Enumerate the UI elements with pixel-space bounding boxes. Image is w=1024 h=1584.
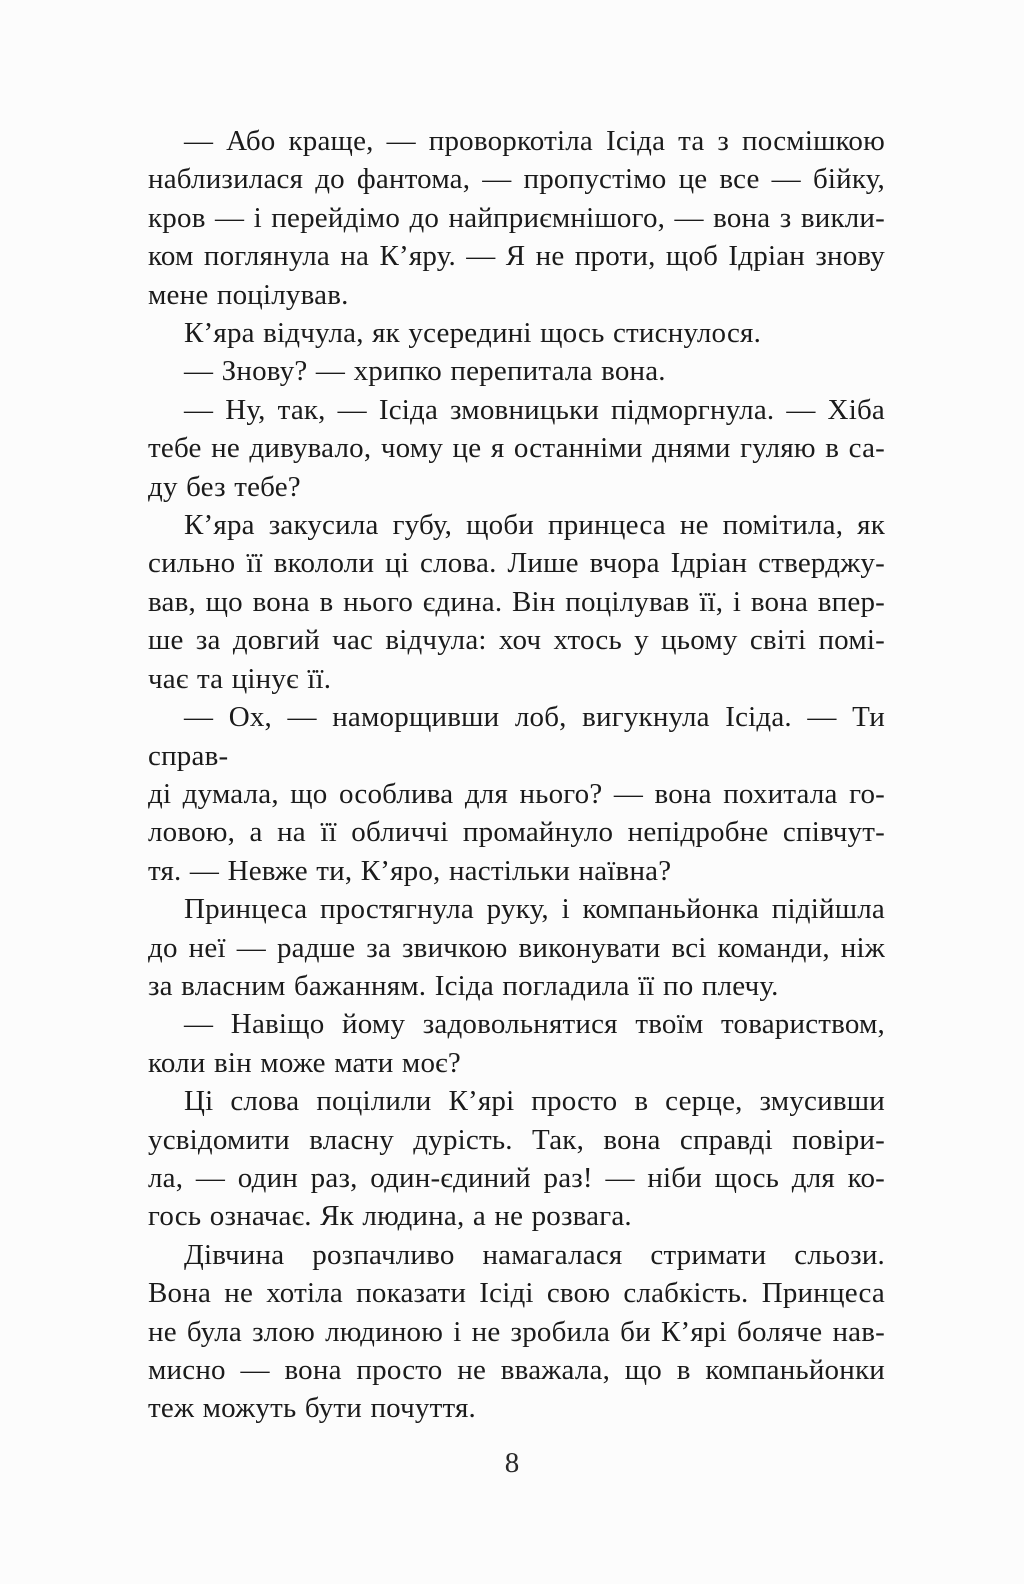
text-line: гось означає. Як людина, а не розвага.: [148, 1200, 632, 1233]
text-line: ді думала, що особлива для нього? — вона похитала го-: [148, 777, 885, 810]
text-line: — Ох, — наморщивши лоб, вигукнула Ісіда. — Ти справ-: [148, 701, 885, 772]
text-line: коли він може мати моє?: [148, 1046, 461, 1079]
text-line: кров — і перейдімо до найприємнішого, — вона з викли-: [148, 201, 885, 234]
text-line: — Знову? — хрипко перепитала вона.: [184, 355, 666, 388]
text-line: — Ну, так, — Ісіда змовницьки підморгнула. — Хіба: [184, 393, 885, 426]
text-line: ла, — один раз, один-єдиний раз! — ніби щось для ко-: [148, 1161, 885, 1194]
text-line: тя. — Невже ти, К’яро, настільки наївна?: [148, 854, 672, 887]
text-line: Дівчина розпачливо намагалася стримати сльози.: [184, 1238, 885, 1271]
text-line: ловою, а на її обличчі промайнуло непідробне співчут-: [148, 816, 885, 849]
text-line: мене поцілував.: [148, 278, 349, 311]
text-line: вав, що вона в нього єдина. Він поцілував її, і вона впер-: [148, 585, 885, 618]
text-line: сильно її вкололи ці слова. Лише вчора Ідріан стверджу-: [148, 547, 885, 580]
paragraph: [148, 1236, 885, 1428]
paragraph: [148, 122, 885, 314]
page-number: 8: [504, 1447, 520, 1479]
text-line: ше за довгий час відчула: хоч хтось у цьому світі помі-: [148, 624, 885, 657]
page-text: [148, 122, 885, 1428]
paragraph: [148, 890, 885, 1005]
text-line: чає та цінує її.: [148, 662, 332, 695]
text-line: усвідомити власну дурість. Так, вона справді повіри-: [148, 1123, 885, 1156]
text-line: Принцеса простягнула руку, і компаньйонка підійшла: [184, 893, 885, 926]
paragraph: [148, 391, 885, 506]
text-line: К’яра відчула, як усередині щось стиснулося.: [184, 317, 762, 350]
paragraph: [148, 698, 885, 890]
text-line: наблизилася до фантома, — пропустімо це все — бійку,: [148, 163, 885, 196]
paragraph: [148, 506, 885, 698]
text-line: тебе не дивувало, чому це я останніми днями гуляю в са-: [148, 432, 885, 465]
text-line: — Навіщо йому задовольнятися твоїм товариством,: [184, 1008, 885, 1041]
paragraph: [148, 314, 885, 352]
text-line: не була злою людиною і не зробила би К’ярі боляче нав-: [148, 1315, 885, 1348]
text-line: — Або краще, — проворкотіла Ісіда та з посмішкою: [184, 125, 885, 157]
text-line: ду без тебе?: [148, 470, 301, 503]
text-line: до неї — радше за звичкою виконувати всі команди, ніж: [148, 931, 885, 964]
text-line: за власним бажанням. Ісіда погладила її по плечу.: [148, 969, 779, 1002]
paragraph: [148, 352, 885, 390]
text-line: К’яра закусила губу, щоби принцеса не помітила, як: [184, 509, 885, 542]
text-line: теж можуть бути почуття.: [148, 1392, 476, 1425]
paragraph: [148, 1005, 885, 1082]
text-line: Ці слова поцілили К’ярі просто в серце, змусивши: [184, 1085, 885, 1118]
text-line: Вона не хотіла показати Ісіді свою слабкість. Принцеса: [148, 1277, 885, 1310]
text-line: ком поглянула на К’яру. — Я не проти, щоб Ідріан знову: [148, 240, 885, 273]
paragraph: [148, 1082, 885, 1236]
text-line: мисно — вона просто не вважала, що в компаньйонки: [148, 1354, 885, 1386]
